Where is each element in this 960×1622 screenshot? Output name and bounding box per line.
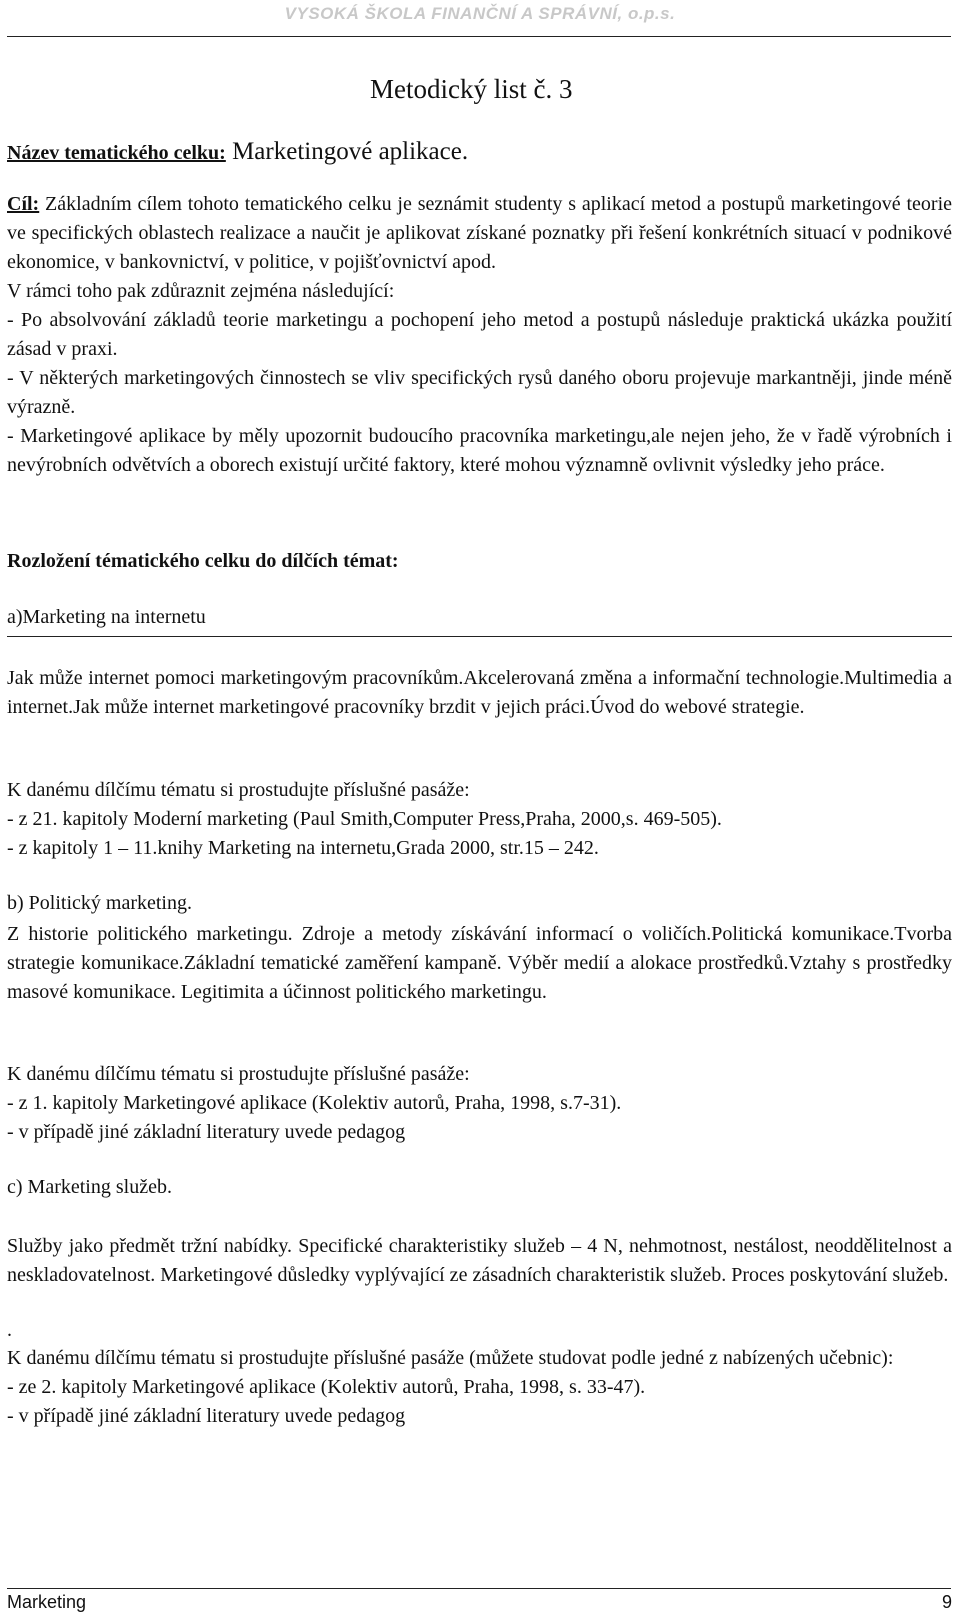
goal-point: - Marketingové aplikace by měly upozornit budoucího pracovníka marketingu,ale nejen jeho, že v řadě výrobních i nevýrobních odvětvích a oborech existují určité faktory, které mohou významně ovlivnit výsledky jeho práce.: [7, 425, 952, 476]
reference-item: - z kapitoly 1 – 11.knihy Marketing na internetu,Grada 2000, str.15 – 242.: [7, 837, 599, 859]
reference-item: - ze 2. kapitoly Marketingové aplikace (Kolektiv autorů, Praha, 1998, s. 33-47).: [7, 1376, 646, 1398]
goal-text: Základním cílem tohoto tematického celku je seznámit studenty s aplikací metod a postupů marketingové teorie ve specifických oblastech realizace a naučit je aplikovat získané poznatky při řešení konkrétních situací v podnikové ekonomice, v bankovnictví, v politice, v pojišťovnictví apod.: [7, 193, 952, 273]
goal-point: - V některých marketingových činnostech se vliv specifických rysů daného oboru projevuje markantněji, jinde méně výrazně.: [7, 367, 952, 418]
study-block: [7, 1060, 952, 1147]
topic-line: [7, 138, 468, 166]
page-footer: [7, 1592, 952, 1613]
reference-item: - v případě jiné základní literatury uvede pedagog: [7, 1121, 406, 1143]
section-title: c) Marketing služeb.: [7, 1176, 172, 1198]
study-block: [7, 776, 952, 863]
reference-item: - z 21. kapitoly Moderní marketing (Paul Smith,Computer Press,Praha, 2000,s. 469-505).: [7, 808, 722, 830]
goal-intro: V rámci toho pak zdůraznit zejména následující:: [7, 280, 395, 302]
section-title: a)Marketing na internetu: [7, 606, 206, 628]
goal-point: - Po absolvování základů teorie marketingu a pochopení jeho metod a postupů následuje praktická ukázka použití zásad v praxi.: [7, 309, 952, 360]
reference-item: - z 1. kapitoly Marketingové aplikace (Kolektiv autorů, Praha, 1998, s.7-31).: [7, 1092, 622, 1114]
study-heading: K danému dílčímu tématu si prostudujte příslušné pasáže:: [7, 779, 470, 801]
goal-label: Cíl:: [7, 193, 40, 215]
section-title: b) Politický marketing.: [7, 892, 192, 914]
header-divider: [7, 36, 951, 37]
reference-item: - v případě jiné základní literatury uvede pedagog: [7, 1405, 406, 1427]
goal-block: [7, 190, 952, 480]
goal-paragraph: [7, 190, 952, 277]
footer-divider: [7, 1588, 951, 1589]
study-block: [7, 1344, 952, 1431]
stray-dot: .: [7, 1319, 12, 1341]
footer-subject: Marketing: [7, 1592, 87, 1612]
study-heading: K danému dílčímu tématu si prostudujte příslušné pasáže (můžete studovat podle jedné z nabízených učebnic):: [7, 1347, 894, 1369]
page-header-school: VYSOKÁ ŠKOLA FINANČNÍ A SPRÁVNÍ, o.p.s.: [284, 4, 676, 23]
topic-label: Název tematického celku:: [7, 142, 226, 164]
topic-value: Marketingové aplikace.: [232, 138, 469, 165]
page-title: Metodický list č. 3: [370, 74, 573, 104]
section-description: Jak může internet pomoci marketingovým pracovníkům.Akcelerovaná změna a informační technologie.Multimedia a internet.Jak může internet marketingové pracovníky brzdit v jejich práci.Úvod do webové strategie.: [7, 667, 952, 718]
page-number: 9: [941, 1592, 952, 1612]
section-description: Z historie politického marketingu. Zdroje a metody získávání informací o voličích.Politická komunikace.Tvorba strategie komunikace.Základní tematické zaměření kampaně. Výběr medií a alokace prostředků.Vztahy s prostředky masové komunikace. Legitimita a účinnost politického marketingu.: [7, 923, 952, 1003]
study-heading: K danému dílčímu tématu si prostudujte příslušné pasáže:: [7, 1063, 470, 1085]
breakdown-heading: Rozložení tématického celku do dílčích témat:: [7, 550, 399, 572]
section-divider: [7, 636, 952, 637]
section-description: Služby jako předmět tržní nabídky. Specifické charakteristiky služeb – 4 N, nehmotnost, nestálost, neoddělitelnost a neskladovatelnost. Marketingové důsledky vyplývající ze zásadních charakteristik služeb. Proces poskytování služeb.: [7, 1235, 952, 1286]
